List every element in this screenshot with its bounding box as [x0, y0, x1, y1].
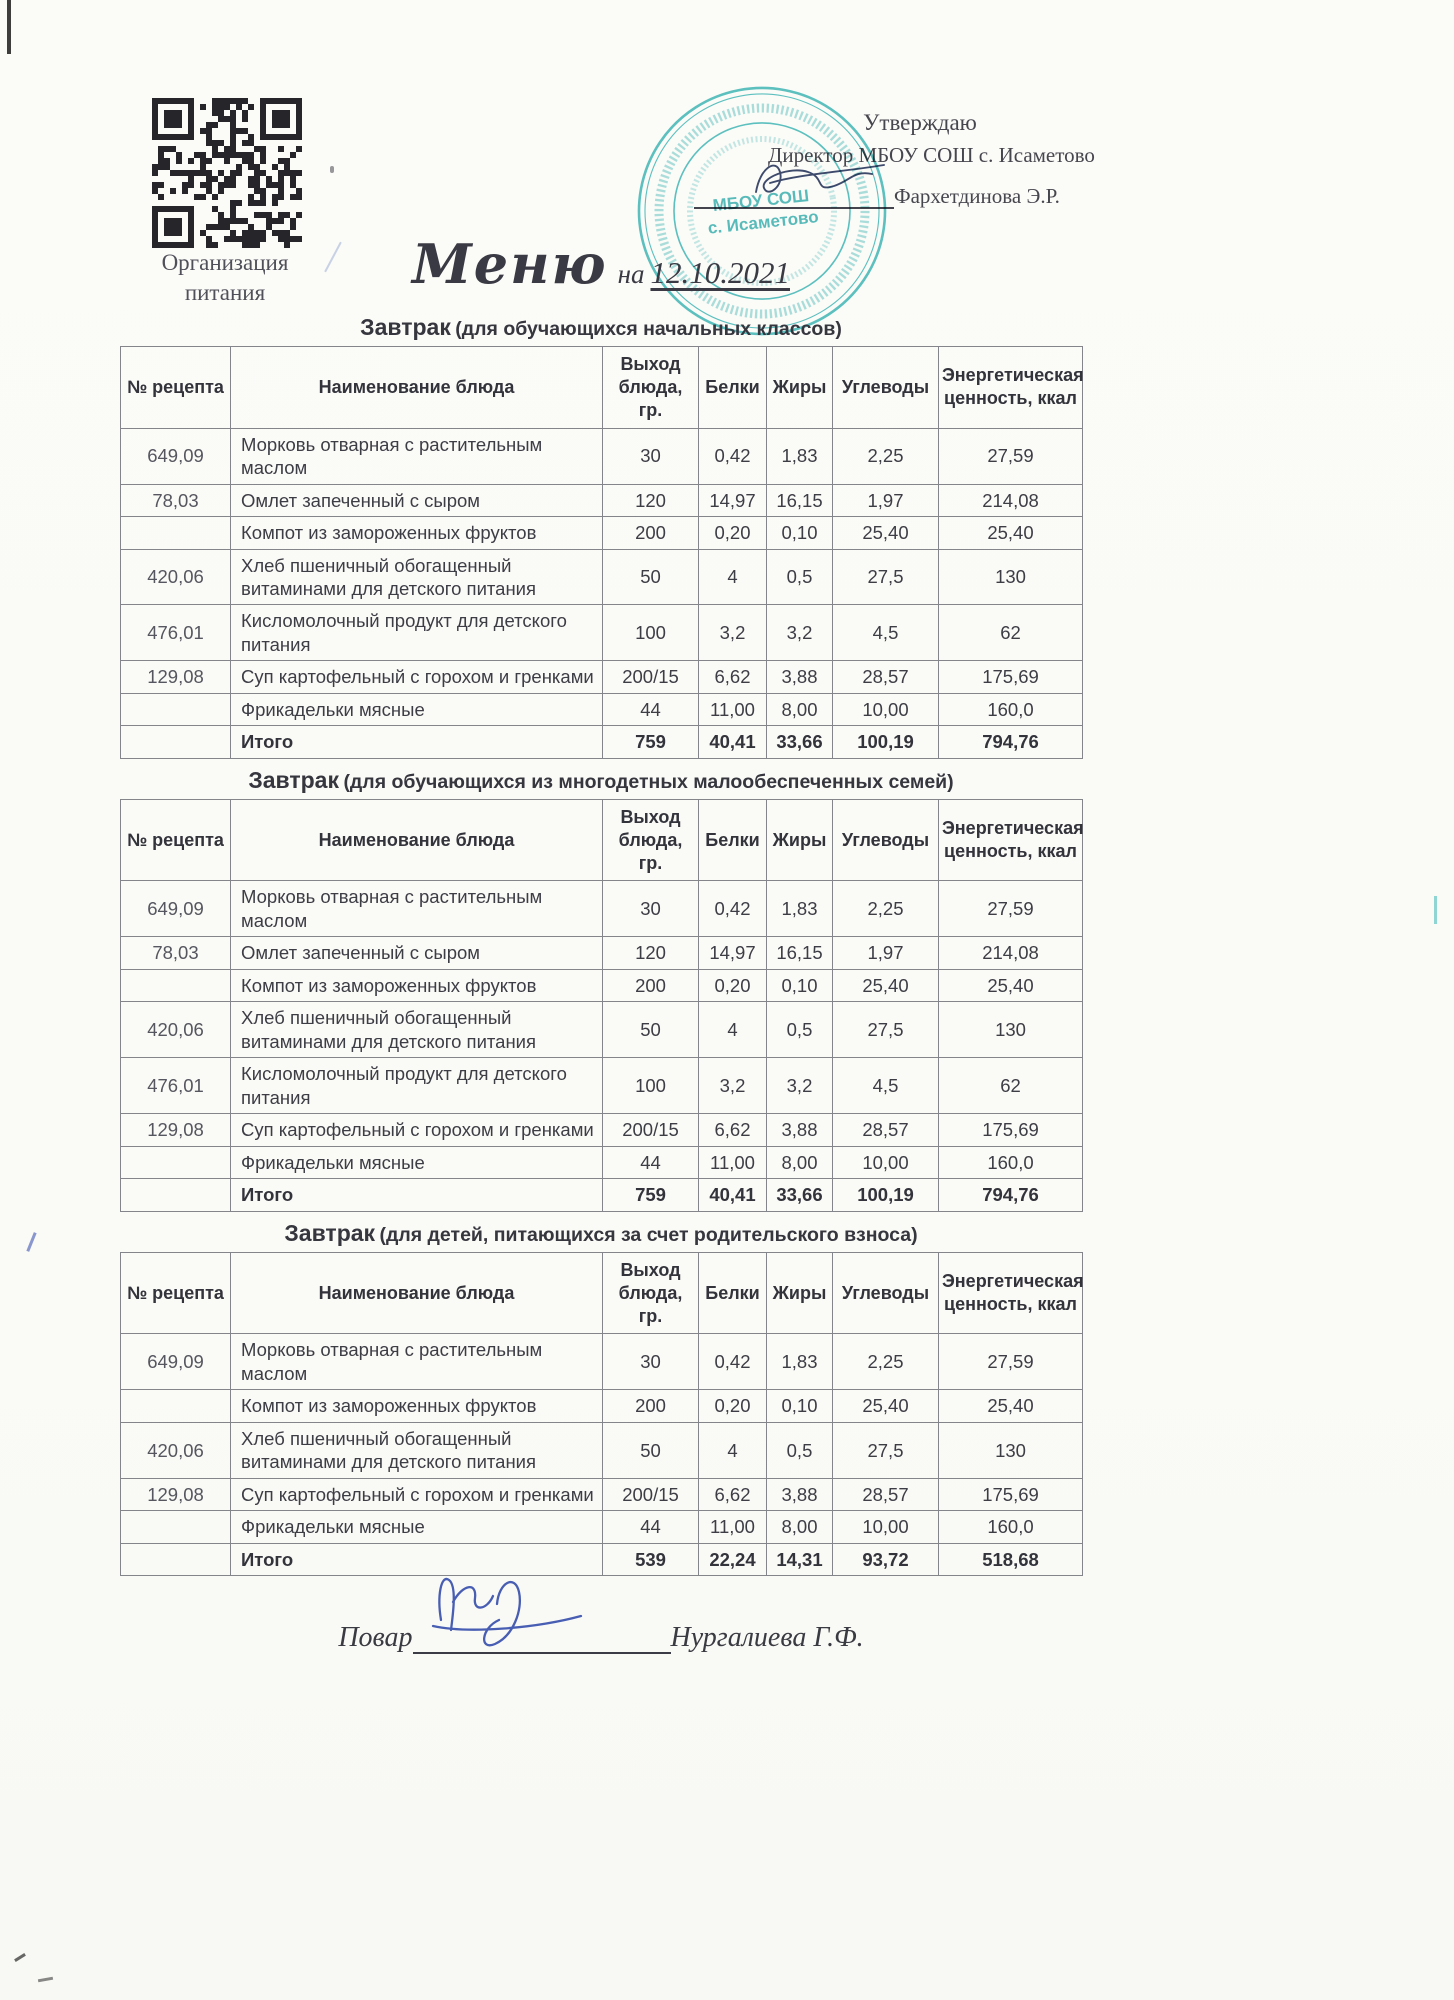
recipe-number-cell [121, 1179, 231, 1211]
dish-name-cell: Фрикадельки мясные [231, 1146, 603, 1178]
value-cell: 3,2 [699, 605, 767, 661]
value-cell: 8,00 [767, 693, 833, 725]
column-header: Энергетическая ценность, ккал [939, 799, 1083, 881]
column-header: Белки [699, 799, 767, 881]
value-cell: 14,31 [767, 1543, 833, 1575]
menu-table [120, 1252, 1083, 1576]
recipe-number-cell: 129,08 [121, 661, 231, 693]
table-title-meal: Завтрак [284, 1219, 376, 1246]
column-header: Наименование блюда [231, 1252, 603, 1334]
table-title [120, 767, 1082, 794]
recipe-number-cell: 476,01 [121, 1058, 231, 1114]
value-cell: 4 [699, 549, 767, 605]
value-cell: 759 [603, 726, 699, 758]
value-cell: 28,57 [833, 1114, 939, 1146]
column-header: № рецепта [121, 1252, 231, 1334]
value-cell: 794,76 [939, 1179, 1083, 1211]
column-header: Жиры [767, 799, 833, 881]
value-cell: 214,08 [939, 484, 1083, 516]
recipe-number-cell: 649,09 [121, 1334, 231, 1390]
recipe-number-cell [121, 1390, 231, 1422]
value-cell: 2,25 [833, 1334, 939, 1390]
dish-name-cell: Суп картофельный с горохом и гренками [231, 1114, 603, 1146]
value-cell: 175,69 [939, 1478, 1083, 1510]
value-cell: 27,59 [939, 428, 1083, 484]
menu-table [120, 799, 1083, 1212]
dish-name-cell: Итого [231, 1179, 603, 1211]
column-header: Белки [699, 347, 767, 429]
value-cell: 10,00 [833, 693, 939, 725]
value-cell: 11,00 [699, 693, 767, 725]
dish-row [121, 1511, 1083, 1543]
value-cell: 0,20 [699, 969, 767, 1001]
value-cell: 44 [603, 1511, 699, 1543]
header-row [121, 799, 1083, 881]
value-cell: 6,62 [699, 661, 767, 693]
value-cell: 10,00 [833, 1146, 939, 1178]
value-cell: 175,69 [939, 661, 1083, 693]
value-cell: 8,00 [767, 1511, 833, 1543]
dish-row [121, 428, 1083, 484]
dish-name-cell: Компот из замороженных фруктов [231, 1390, 603, 1422]
scan-artifact [330, 166, 334, 173]
value-cell: 130 [939, 1422, 1083, 1478]
dish-name-cell: Кисломолочный продукт для детского питания [231, 605, 603, 661]
pen-mark-artifact [26, 1232, 36, 1252]
table-title [120, 1220, 1082, 1247]
value-cell: 33,66 [767, 1179, 833, 1211]
value-cell: 200/15 [603, 661, 699, 693]
value-cell: 2,25 [833, 428, 939, 484]
dish-name-cell: Хлеб пшеничный обогащенный витаминами для детского питания [231, 549, 603, 605]
menu-date: 12.10.2021 [650, 255, 790, 290]
value-cell: 44 [603, 1146, 699, 1178]
value-cell: 16,15 [767, 484, 833, 516]
recipe-number-cell: 420,06 [121, 1422, 231, 1478]
footer [120, 1622, 1082, 1654]
value-cell: 8,00 [767, 1146, 833, 1178]
value-cell: 44 [603, 693, 699, 725]
recipe-number-cell: 649,09 [121, 428, 231, 484]
column-header: Углеводы [833, 799, 939, 881]
column-header: Энергетическая ценность, ккал [939, 347, 1083, 429]
value-cell: 30 [603, 428, 699, 484]
cook-label: Повар [338, 1622, 413, 1654]
scan-artifact [1434, 896, 1437, 924]
value-cell: 0,5 [767, 1422, 833, 1478]
column-header: Жиры [767, 1252, 833, 1334]
dish-name-cell: Суп картофельный с горохом и гренками [231, 1478, 603, 1510]
column-header: Выход блюда, гр. [603, 799, 699, 881]
approve-director-line: Директор МБОУ СОШ с. Исаметово [768, 143, 1095, 167]
value-cell: 16,15 [767, 937, 833, 969]
recipe-number-cell [121, 693, 231, 725]
dish-name-cell: Итого [231, 1543, 603, 1575]
recipe-number-cell: 649,09 [121, 881, 231, 937]
table-title-meal: Завтрак [360, 314, 451, 340]
column-header: Жиры [767, 347, 833, 429]
dish-name-cell: Омлет запеченный с сыром [231, 484, 603, 516]
recipe-number-cell [121, 726, 231, 758]
value-cell: 10,00 [833, 1511, 939, 1543]
recipe-number-cell: 129,08 [121, 1114, 231, 1146]
dish-name-cell: Морковь отварная с растительным маслом [231, 881, 603, 937]
value-cell: 130 [939, 1002, 1083, 1058]
column-header: Наименование блюда [231, 799, 603, 881]
value-cell: 3,88 [767, 1478, 833, 1510]
table-title-audience: (для обучающихся из многодетных малообеспеченных семей) [343, 770, 954, 793]
value-cell: 62 [939, 605, 1083, 661]
scan-artifact [14, 1953, 26, 1962]
value-cell: 120 [603, 937, 699, 969]
value-cell: 25,40 [939, 517, 1083, 549]
recipe-number-cell: 476,01 [121, 605, 231, 661]
recipe-number-cell [121, 1511, 231, 1543]
value-cell: 100,19 [833, 1179, 939, 1211]
value-cell: 200/15 [603, 1478, 699, 1510]
value-cell: 3,88 [767, 661, 833, 693]
value-cell: 4 [699, 1002, 767, 1058]
stamp-org-location: с. Исаметово [706, 207, 820, 238]
dish-name-cell: Хлеб пшеничный обогащенный витаминами для детского питания [231, 1422, 603, 1478]
dish-name-cell: Фрикадельки мясные [231, 693, 603, 725]
value-cell: 4,5 [833, 605, 939, 661]
value-cell: 0,10 [767, 969, 833, 1001]
dish-row [121, 661, 1083, 693]
dish-name-cell: Компот из замороженных фруктов [231, 517, 603, 549]
dish-row [121, 549, 1083, 605]
value-cell: 1,97 [833, 484, 939, 516]
dish-row [121, 1334, 1083, 1390]
value-cell: 27,5 [833, 549, 939, 605]
dish-name-cell: Кисломолочный продукт для детского питания [231, 1058, 603, 1114]
dish-name-cell: Хлеб пшеничный обогащенный витаминами для детского питания [231, 1002, 603, 1058]
value-cell: 1,83 [767, 1334, 833, 1390]
table-title [120, 314, 1082, 341]
value-cell: 11,00 [699, 1146, 767, 1178]
value-cell: 200 [603, 517, 699, 549]
value-cell: 0,20 [699, 1390, 767, 1422]
recipe-number-cell: 420,06 [121, 549, 231, 605]
value-cell: 3,2 [767, 1058, 833, 1114]
menu-title: Меню [412, 232, 608, 296]
value-cell: 759 [603, 1179, 699, 1211]
column-header: Углеводы [833, 347, 939, 429]
dish-row [121, 693, 1083, 725]
recipe-number-cell [121, 969, 231, 1001]
value-cell: 25,40 [939, 1390, 1083, 1422]
dish-row [121, 484, 1083, 516]
dish-name-cell: Морковь отварная с растительным маслом [231, 428, 603, 484]
value-cell: 6,62 [699, 1114, 767, 1146]
value-cell: 50 [603, 1002, 699, 1058]
scan-artifact [38, 1977, 53, 1983]
column-header: № рецепта [121, 347, 231, 429]
value-cell: 175,69 [939, 1114, 1083, 1146]
column-header: Энергетическая ценность, ккал [939, 1252, 1083, 1334]
dish-row [121, 1058, 1083, 1114]
value-cell: 200 [603, 969, 699, 1001]
value-cell: 27,5 [833, 1422, 939, 1478]
column-header: № рецепта [121, 799, 231, 881]
dish-row [121, 1146, 1083, 1178]
column-header: Углеводы [833, 1252, 939, 1334]
tables-section [120, 314, 1082, 1576]
value-cell: 3,88 [767, 1114, 833, 1146]
menu-title-row [120, 232, 1082, 296]
value-cell: 27,5 [833, 1002, 939, 1058]
value-cell: 50 [603, 549, 699, 605]
dish-row [121, 605, 1083, 661]
value-cell: 40,41 [699, 726, 767, 758]
dish-name-cell: Фрикадельки мясные [231, 1511, 603, 1543]
value-cell: 0,10 [767, 517, 833, 549]
value-cell: 27,59 [939, 881, 1083, 937]
value-cell: 160,0 [939, 1146, 1083, 1178]
qr-label-line1: Организация [161, 250, 289, 275]
value-cell: 30 [603, 881, 699, 937]
dish-row [121, 1390, 1083, 1422]
value-cell: 11,00 [699, 1511, 767, 1543]
column-header: Выход блюда, гр. [603, 347, 699, 429]
recipe-number-cell [121, 1543, 231, 1575]
recipe-number-cell: 78,03 [121, 937, 231, 969]
value-cell: 100 [603, 1058, 699, 1114]
recipe-number-cell: 129,08 [121, 1478, 231, 1510]
total-row [121, 726, 1083, 758]
value-cell: 2,25 [833, 881, 939, 937]
column-header: Белки [699, 1252, 767, 1334]
value-cell: 27,59 [939, 1334, 1083, 1390]
dish-row [121, 969, 1083, 1001]
dish-name-cell: Компот из замороженных фруктов [231, 969, 603, 1001]
value-cell: 120 [603, 484, 699, 516]
value-cell: 25,40 [833, 1390, 939, 1422]
value-cell: 200/15 [603, 1114, 699, 1146]
value-cell: 25,40 [939, 969, 1083, 1001]
column-header: Наименование блюда [231, 347, 603, 429]
value-cell: 0,20 [699, 517, 767, 549]
approve-word: Утверждаю [863, 110, 977, 135]
value-cell: 1,83 [767, 428, 833, 484]
total-row [121, 1179, 1083, 1211]
dish-name-cell: Итого [231, 726, 603, 758]
value-cell: 14,97 [699, 937, 767, 969]
value-cell: 6,62 [699, 1478, 767, 1510]
dish-row [121, 1422, 1083, 1478]
scan-artifact [7, 0, 11, 54]
value-cell: 1,83 [767, 881, 833, 937]
value-cell: 0,10 [767, 1390, 833, 1422]
dish-name-cell: Морковь отварная с растительным маслом [231, 1334, 603, 1390]
value-cell: 0,5 [767, 1002, 833, 1058]
value-cell: 539 [603, 1543, 699, 1575]
recipe-number-cell: 420,06 [121, 1002, 231, 1058]
value-cell: 130 [939, 549, 1083, 605]
value-cell: 160,0 [939, 693, 1083, 725]
approval-name: Фархетдинова Э.Р. [894, 184, 1060, 208]
value-cell: 0,5 [767, 549, 833, 605]
menu-table-block [120, 767, 1082, 1212]
value-cell: 200 [603, 1390, 699, 1422]
qr-label-line2: питания [184, 280, 266, 306]
value-cell: 100 [603, 605, 699, 661]
value-cell: 40,41 [699, 1179, 767, 1211]
value-cell: 0,42 [699, 881, 767, 937]
value-cell: 93,72 [833, 1543, 939, 1575]
recipe-number-cell [121, 517, 231, 549]
table-title-meal: Завтрак [248, 766, 339, 793]
value-cell: 3,2 [767, 605, 833, 661]
menu-table [120, 346, 1083, 759]
dish-row [121, 881, 1083, 937]
value-cell: 33,66 [767, 726, 833, 758]
value-cell: 214,08 [939, 937, 1083, 969]
recipe-number-cell: 78,03 [121, 484, 231, 516]
cook-signature [425, 1562, 595, 1654]
menu-table-block [120, 1220, 1082, 1576]
total-row [121, 1543, 1083, 1575]
value-cell: 28,57 [833, 1478, 939, 1510]
dish-name-cell: Суп картофельный с горохом и гренками [231, 661, 603, 693]
content-area [120, 306, 1082, 1654]
official-stamp [633, 82, 891, 340]
stamp-org-name: МБОУ СОШ [711, 186, 810, 216]
value-cell: 25,40 [833, 969, 939, 1001]
dish-row [121, 1478, 1083, 1510]
dish-row [121, 937, 1083, 969]
menu-title-preposition: на [617, 259, 645, 289]
dish-row [121, 1114, 1083, 1146]
value-cell: 30 [603, 1334, 699, 1390]
dish-name-cell: Омлет запеченный с сыром [231, 937, 603, 969]
value-cell: 0,42 [699, 1334, 767, 1390]
table-title-audience: (для детей, питающихся за счет родительского взноса) [379, 1223, 918, 1246]
cook-signature-line [413, 1622, 671, 1654]
menu-table-block [120, 314, 1082, 759]
table-title-audience: (для обучающихся начальных классов) [455, 318, 842, 340]
value-cell: 28,57 [833, 661, 939, 693]
column-header: Выход блюда, гр. [603, 1252, 699, 1334]
dish-row [121, 1002, 1083, 1058]
value-cell: 4 [699, 1422, 767, 1478]
value-cell: 62 [939, 1058, 1083, 1114]
recipe-number-cell [121, 1146, 231, 1178]
value-cell: 22,24 [699, 1543, 767, 1575]
value-cell: 1,97 [833, 937, 939, 969]
value-cell: 100,19 [833, 726, 939, 758]
value-cell: 25,40 [833, 517, 939, 549]
value-cell: 3,2 [699, 1058, 767, 1114]
value-cell: 4,5 [833, 1058, 939, 1114]
value-cell: 794,76 [939, 726, 1083, 758]
header-row [121, 347, 1083, 429]
value-cell: 518,68 [939, 1543, 1083, 1575]
value-cell: 50 [603, 1422, 699, 1478]
dish-row [121, 517, 1083, 549]
cook-name: Нургалиева Г.Ф. [670, 1622, 864, 1654]
header-row [121, 1252, 1083, 1334]
value-cell: 0,42 [699, 428, 767, 484]
qr-code [152, 98, 302, 248]
value-cell: 14,97 [699, 484, 767, 516]
value-cell: 160,0 [939, 1511, 1083, 1543]
